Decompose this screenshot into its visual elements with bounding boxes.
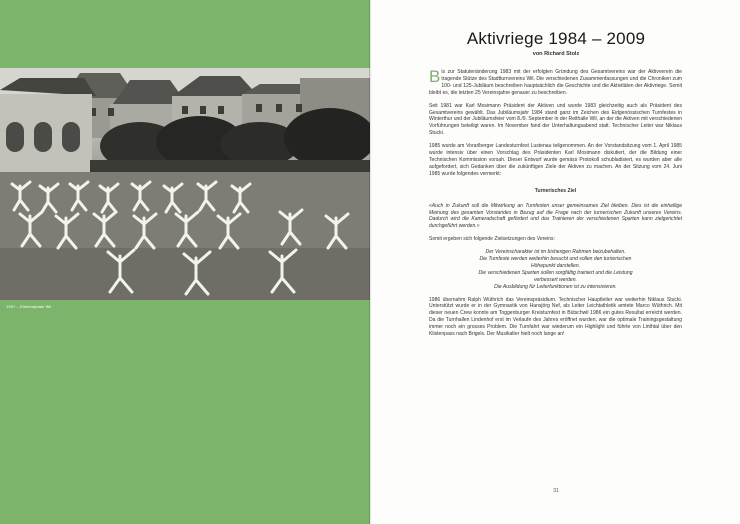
- goal-line: Höhepunkt darstellen.: [530, 262, 581, 269]
- paragraph-1985: 1985 wurde am Vorarlberger Landesturnfest Lustenau teilgenommen. An der Vorstandsitzung vom 1. April 1985 wurde intensiv über einen Vorschlag des Präsidenten Karl Mosimann diskutiert, der die Bildung einer Technischen Kommission vorsah. Dieser Entwurf wurde gemäss Protokoll schubladisiert, es wurden aber alle aufgefordert, sich Gedanken über die zukünftigen Ziele der Aktiven zu machen. An der Sitzung vom 24. Juni 1985 wurde folgendes vermerkt:: [429, 143, 682, 177]
- photo-caption: 1957 – Kleinhofplatz Wil: [6, 304, 52, 309]
- article-author: von Richard Stolz: [532, 51, 580, 57]
- gymnasts-photo-illustration: [0, 68, 370, 300]
- drop-cap: B: [429, 67, 441, 86]
- page-number: 31: [553, 488, 559, 494]
- goal-line: Die Ausbildung für Leiterfunktionen ist zu intensivieren.: [494, 283, 617, 290]
- paragraph-goals-intro: Somit ergeben sich folgende Zielsetzungen des Vereins:: [429, 236, 555, 243]
- goals-list: [429, 249, 682, 290]
- article-title: Aktivriege 1984 – 2009: [466, 29, 646, 48]
- goal-line: Der Vereinscharakter ist im bisherigen Rahmen beizubehalten.: [485, 249, 626, 256]
- goal-line: verbessert werden.: [534, 276, 577, 283]
- right-page: [372, 0, 740, 524]
- goal-line: Die Turnfeste werden weiterhin besucht und sollen den turnerischen: [479, 256, 632, 263]
- paragraph-intro: [429, 69, 682, 97]
- paragraph-intro-text: is zur Statutenänderung 1983 mit der erfolgten Gründung des Gesamtvereins war der Aktivverein die tragende Stütze des Stadtturnvereins Wil. Die verschiedenen Zusammenfassungen und die Chroniken zum 100- und 125-Jubiläum beschreiben hauptsächlich die Geschichte und die Aktivitäten der Aktivriege. Somit bleibt es, die letzten 25 Vereinsjahre genauer zu beschreiben.: [429, 69, 682, 96]
- historic-photo: [0, 68, 370, 300]
- paragraph-1981: Seit 1981 war Karl Mosimann Präsident der Aktiven und wurde 1983 gleichzeitig auch als Präsident des Gesamtvereins gewählt. Das Jubiläumsjahr 1984 stand ganz im Zeichen des Eidgenössischen Turnfestes in Winterthur und der Jubiläumsfeier vom 8./9. September in der Reithalle Wil, an der die Aktiven mit verschiedenen Vorführungen beteiligt waren. Im November fand der Unterhaltungsabend statt. Technischer Leiter war Niklaus Stucki.: [429, 102, 682, 137]
- section-heading: Turnerisches Ziel: [534, 187, 577, 194]
- goal-line: Die verschiedenen Sparten sollen sorgfältig trainiert und die Leistung: [478, 269, 633, 276]
- paragraph-1986: 1986 übernahm Ralph Wüthrich das Vereinspräsidium. Technischer Hauptleiter war weiterhin Niklaus Stucki. Unterstützt wurde er in der Gymnastik von Hansjörg Nef, als Leiter Leichtathletik amtete Marco Wüthrich. Mit dieser neuen Crew konnte am Toggenburger Kreisturnfest in Bütschwil 1986 ein gutes Resultat erreicht werden. Da die Turnhallen Lindenhof erst im Verlaufe des Jahres eröffnet wurden, war die optimale Trainingsgestaltung immer noch ein grosses Problem. Die Turnfahrt war wiederum ein Highlight und führte von Linthtal über den Klistenpass nach Brigels. Der Musikalter hielt noch lange an!: [429, 296, 682, 338]
- quote-block: «Auch in Zukunft soll die Mitwirkung an Turnfesten unser gemeinsames Ziel bleiben. Dies ist die einhellige Meinung des gesamten Vorstandes in Bezug auf die Frage nach der turnerischen Zukunft unseres Vereins. Dadurch wird die Kameradschaft gefördert und das Trainieren der verschiedenen Sparten kann zielgerichtet durchgeführt werden.»: [429, 202, 682, 230]
- article-body: [429, 69, 682, 344]
